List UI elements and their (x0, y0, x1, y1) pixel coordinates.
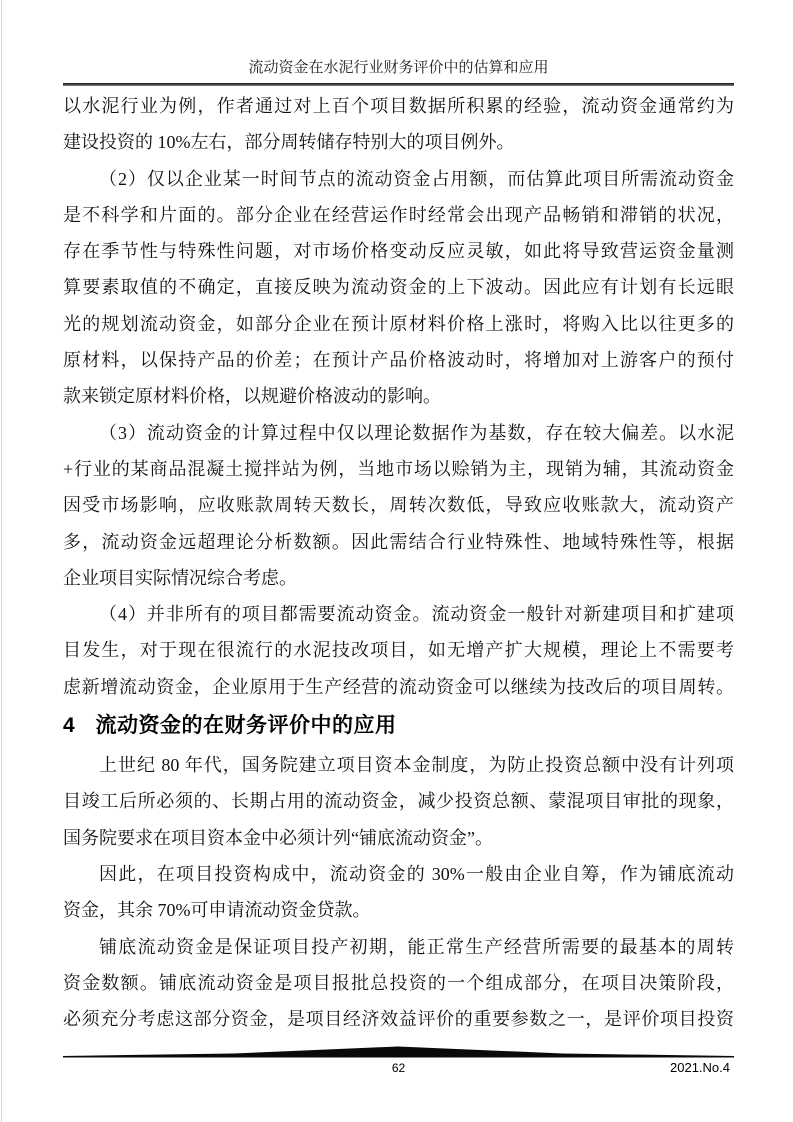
text-line: 虑新增流动资金，企业原用于生产经营的流动资金可以继续为技改后的项目周转。 (63, 676, 734, 697)
section-number: 4 (63, 714, 76, 738)
paragraph (63, 415, 734, 596)
header-rule (63, 83, 734, 86)
text-line: 是不科学和片面的。部分企业在经营运作时经常会出现产品畅销和滞销的状况， (63, 204, 734, 225)
text-line: 建设投资的 10%左右，部分周转储存特别大的项目例外。 (63, 132, 515, 153)
text-line: （3）流动资金的计算过程中仅以理论数据作为基数，存在较大偏差。以水泥 (99, 422, 734, 443)
text-line: 算要素取值的不确定，直接反映为流动资金的上下波动。因此应有计划有长远眼 (63, 277, 734, 298)
text-line: 以水泥行业为例，作者通过对上百个项目数据所积累的经验，流动资金通常约为 (63, 96, 734, 116)
text-line: 国务院要求在项目资本金中必须计列“铺底流动资金”。 (63, 827, 493, 848)
text-line: 上世纪 80 年代，国务院建立项目资本金制度，为防止投资总额中没有计列项 (99, 755, 734, 776)
page-number: 62 (391, 1061, 406, 1075)
text-line: 因受市场影响，应收账款周转天数长，周转次数低，导致应收账款大，流动资产 (63, 495, 734, 516)
footer-rule-bar (63, 1046, 734, 1058)
text-line: 铺底流动资金是保证项目投产初期，能正常生产经营所需要的最基本的周转 (99, 936, 734, 957)
paragraph (63, 161, 734, 415)
text-line: 资金数额。铺底流动资金是项目报批总投资的一个组成部分，在项目决策阶段， (63, 972, 734, 993)
text-line: 资金，其余 70%可申请流动资金贷款。 (63, 900, 371, 921)
section-title: 流动资金的在财务评价中的应用 (95, 714, 397, 738)
section-heading (63, 705, 734, 747)
paragraph (63, 88, 734, 161)
paragraph (63, 929, 734, 1038)
text-line: 款来锁定原材料价格，以规避价格波动的影响。 (63, 386, 441, 407)
text-line: 因此，在项目投资构成中，流动资金的 30%一般由企业自筹，作为铺底流动 (99, 863, 734, 884)
text-line: 光的规划流动资金，如部分企业在预计原材料价格上涨时，将购入比以往更多的 (63, 313, 734, 334)
text-line: 目发生，对于现在很流行的水泥技改项目，如无增产扩大规模，理论上不需要考 (63, 640, 734, 661)
page-body (63, 88, 734, 1037)
text-line: +行业的某商品混凝土搅拌站为例，当地市场以赊销为主，现销为辅，其流动资金 (63, 458, 734, 479)
text-line: 原材料，以保持产品的价差；在预计产品价格波动时，将增加对上游客户的预付 (63, 350, 734, 371)
text-line: 目竣工后所必须的、长期占用的流动资金，减少投资总额、蒙混项目审批的现象， (63, 791, 734, 812)
running-header-title: 流动资金在水泥行业财务评价中的估算和应用 (248, 60, 549, 76)
paragraph (63, 856, 734, 929)
page-footer (63, 1059, 734, 1077)
text-line: 存在季节性与特殊性问题，对市场价格变动反应灵敏，如此将导致营运资金量测 (63, 241, 734, 262)
text-line: （4）并非所有的项目都需要流动资金。流动资金一般针对新建项目和扩建项 (99, 604, 734, 625)
page-edge-shadow (1, 0, 2, 1122)
text-line: （2）仅以企业某一时间节点的流动资金占用额，而估算此项目所需流动资金 (99, 168, 734, 189)
issue-label: 2021.No.4 (670, 1060, 730, 1075)
paragraph (63, 747, 734, 856)
paragraph (63, 596, 734, 705)
text-line: 必须充分考虑这部分资金，是项目经济效益评价的重要参数之一，是评价项目投资 (63, 1009, 734, 1030)
text-line: 多，流动资金远超理论分析数额。因此需结合行业特殊性、地域特殊性等，根据 (63, 531, 734, 552)
text-line: 企业项目实际情况综合考虑。 (63, 567, 297, 588)
